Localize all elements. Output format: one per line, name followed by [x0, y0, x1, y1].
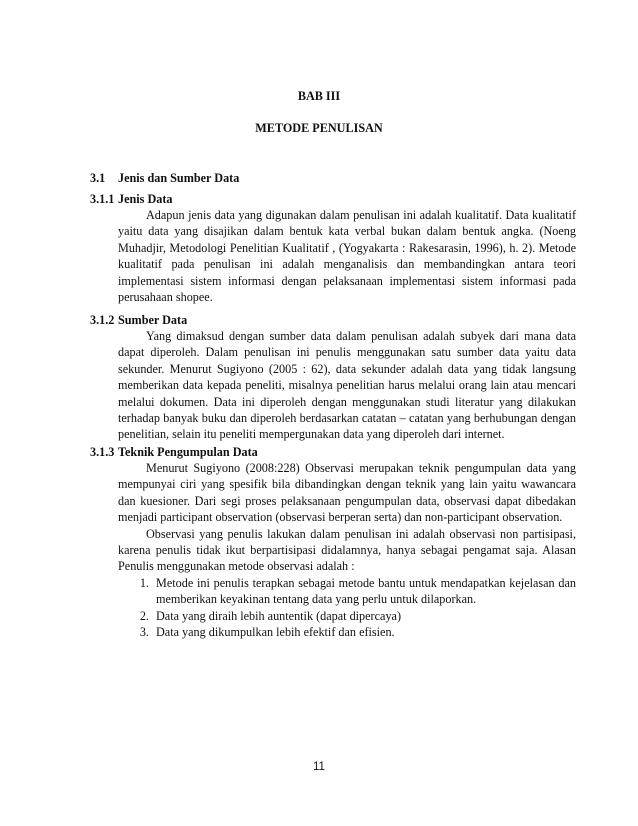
teknik-pengumpulan-body — [118, 460, 576, 640]
section-number: 3.1 — [90, 171, 106, 185]
section-number: 3.1.1 — [90, 192, 115, 206]
section-number: 3.1.3 — [90, 445, 115, 459]
chapter-label: BAB III — [297, 89, 341, 103]
list-item: 2. Data yang diraih lebih auntentik (dapat dipercaya) — [152, 608, 576, 624]
section-number: 3.1.2 — [90, 313, 115, 327]
section-heading-3-1 — [90, 170, 239, 186]
list-item: 1. Metode ini penulis terapkan sebagai metode bantu untuk mendapatkan kejelasan dan memberikan keyakinan tentang data yang perlu untuk dilaporkan. — [152, 575, 576, 608]
section-title: Teknik Pengumpulan Data — [118, 445, 258, 459]
section-title: Jenis Data — [118, 192, 173, 206]
section-heading-3-1-1 — [90, 191, 173, 207]
section-title: Sumber Data — [118, 313, 188, 327]
jenis-data-body — [118, 207, 576, 305]
paragraph: Menurut Sugiyono (2008:228) Observasi merupakan teknik pengumpulan data yang mempunyai ciri yang spesifik bila dibandingkan dengan teknik yang lain yaitu wawancara dan kuesioner. Dari segi proses pelaksanaan pengumpulan data, observasi dapat dibedakan menjadi participant observation (observasi berperan serta) dan non-participant observation. — [118, 461, 576, 525]
observation-reasons-list — [118, 575, 576, 641]
paragraph: Yang dimaksud dengan sumber data dalam penulisan adalah subyek dari mana data dapat diperoleh. Dalam penulisan ini penulis menggunakan satu sumber data yaitu data sekunder. Menurut Sugiyono (2005 : 62), data sekunder adalah data yang tidak langsung memberikan data kepada peneliti, misalnya penelitian harus melalui orang lain atau mencari melalui dokumen. Data ini diperoleh dengan menggunakan studi literatur yang dilakukan terhadap banyak buku dan diperoleh berdasarkan catatan – catatan yang berhubungan dengan penelitian, selain itu peneliti mempergunakan data yang diperoleh dari internet. — [118, 329, 576, 442]
list-item: 3. Data yang dikumpulkan lebih efektif dan efisien. — [152, 624, 576, 640]
paragraph: Observasi yang penulis lakukan dalam penulisan ini adalah observasi non partisipasi, karena penulis tidak ikut berpartisipasi didalamnya, hanya sebagai pengamat saja. Alasan Penulis menggunakan metode observasi adalah : — [118, 526, 576, 574]
section-heading-3-1-2 — [90, 312, 187, 328]
section-title: Jenis dan Sumber Data — [118, 171, 240, 185]
page-number: 11 — [313, 761, 325, 773]
sumber-data-body — [118, 328, 576, 443]
section-heading-3-1-3 — [90, 444, 258, 460]
paragraph: Adapun jenis data yang digunakan dalam penulisan ini adalah kualitatif. Data kualitatif yaitu data yang disajikan dalam bentuk kata verbal bukan dalam bentuk angka. (Noeng Muhadjir, Metodologi Penelitian Kualitatif , (Yogyakarta : Rakesarasin, 1996), h. 2). Metode kualitatif pada penulisan ini adalah menganalisis dan membandingkan antara teori implementasi sistem informasi dengan pelaksanaan implementasi sistem informasi pada perusahaan shopee. — [118, 208, 576, 305]
chapter-title: METODE PENULISAN — [255, 121, 383, 135]
